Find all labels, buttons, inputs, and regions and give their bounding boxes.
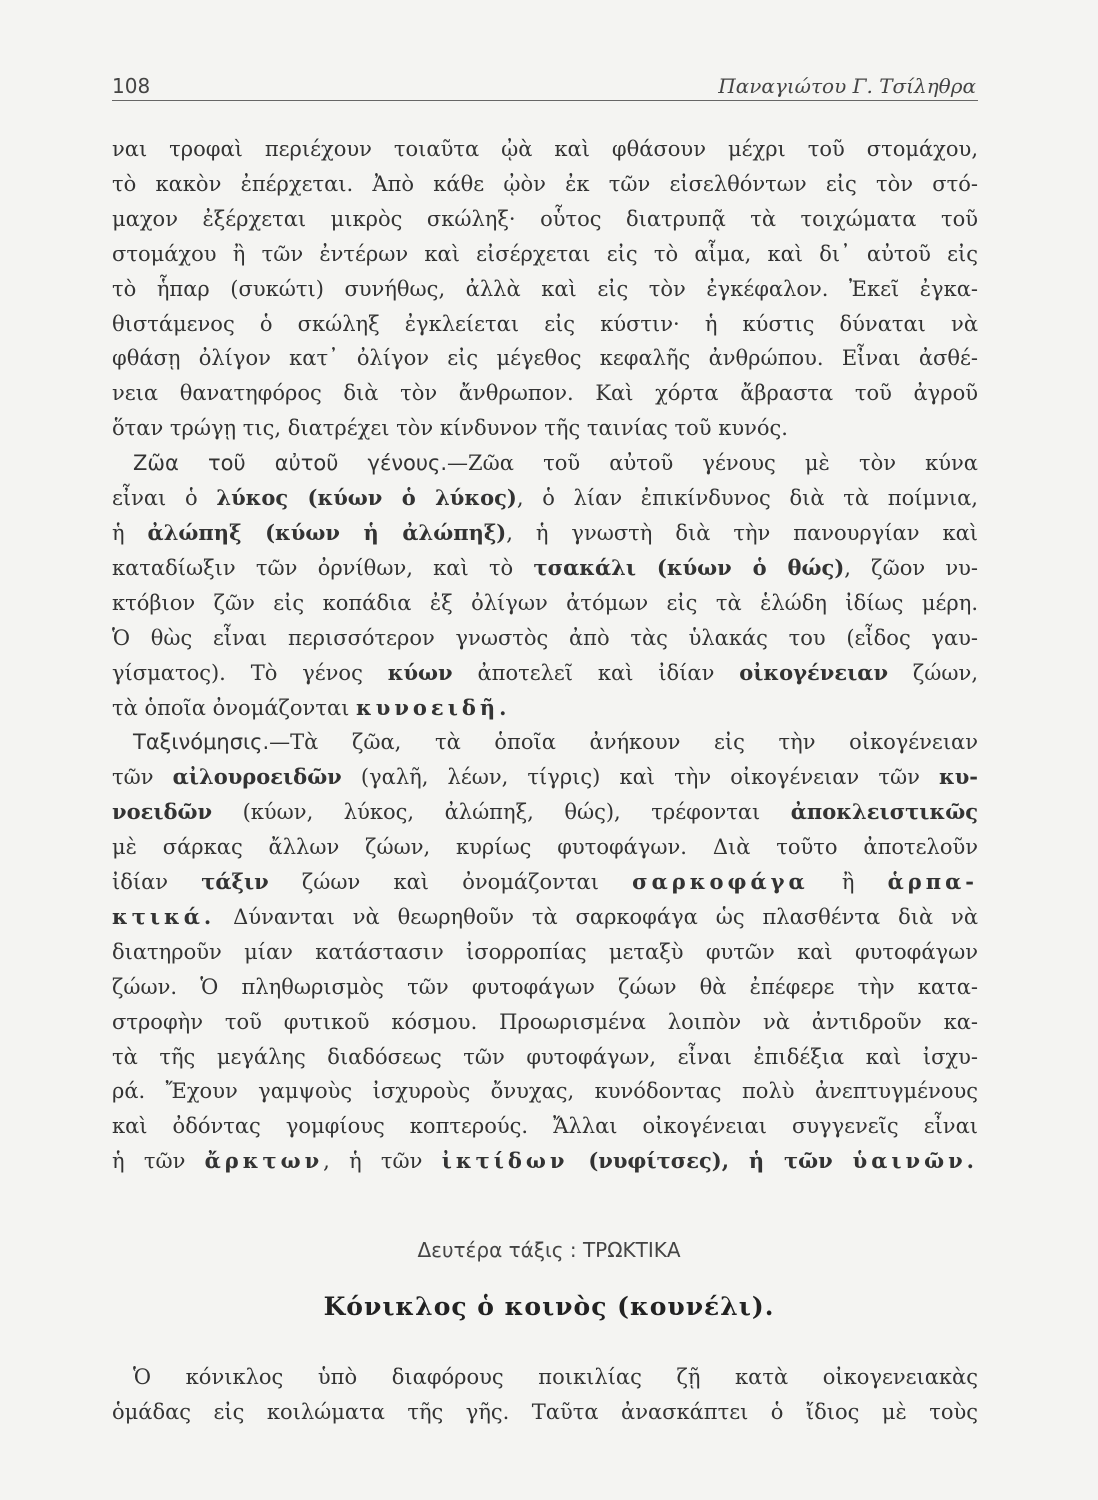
term-kyon: κύων xyxy=(387,659,453,685)
text-line: ἡ ἀλώπηξ (κύων ἡ ἀλώπηξ), ἡ γνωστὴ διὰ τὴν πανουργίαν καὶ xyxy=(112,519,978,545)
term-carnivores: σαρκοφάγα xyxy=(632,869,809,895)
term-canids: κυνοειδῆ. xyxy=(356,694,511,720)
text-line: Ὁ κόνικλος ὑπὸ διαφόρους ποικιλίας ζῇ κατὰ οἰκογενειακὰς xyxy=(133,1365,978,1389)
text-line: ρά. Ἔχουν γαμψοὺς ἰσχυροὺς ὄνυχας, κυνόδοντας πολὺ ἀνεπτυγμένους xyxy=(112,1079,978,1104)
term-order: τάξιν xyxy=(201,869,269,895)
text-line: ζώων. Ὁ πληθωρισμὸς τῶν φυτοφάγων ζώων θὰ ἐπέφερε τὴν κατα- xyxy=(112,974,978,999)
text-line: μαχον ἐξέρχεται μικρὸς σκώληξ· οὗτος διατρυπᾷ τὰ τοιχώματα τοῦ xyxy=(112,206,978,231)
main-text xyxy=(112,132,978,1179)
text-line: εἶναι ὁ λύκος (κύων ὁ λύκος), ὁ λίαν ἐπικίνδυνος διὰ τὰ ποίμνια, xyxy=(112,485,978,511)
chapter-title: Κόνικλος ὁ κοινὸς (κουνέλι). xyxy=(323,1292,775,1321)
text-line: στροφὴν τοῦ φυτικοῦ κόσμου. Προωρισμένα λοιπὸν νὰ ἀντιδροῦν κα- xyxy=(112,1009,978,1034)
term-family: οἰκογένειαν xyxy=(739,659,889,685)
text-line: τῶν αἰλουροειδῶν (γαλῆ, λέων, τίγρις) καὶ τὴν οἰκογένειαν τῶν κυ- xyxy=(112,764,979,790)
text-line: νοειδῶν (κύων, λύκος, ἀλώπηξ, θώς), τρέφονται ἀποκλειστικῶς xyxy=(112,799,978,825)
rabbit-paragraph xyxy=(112,1360,978,1430)
text-line: τὸ κακὸν ἐπέρχεται. Ἀπὸ κάθε ᾠὸν ἐκ τῶν εἰσελθόντων εἰς τὸν στό- xyxy=(112,171,978,196)
text-line: νεια θανατηφόρος διὰ τὸν ἄνθρωπον. Καὶ χόρτα ἄβραστα τοῦ ἀγροῦ xyxy=(112,381,978,406)
paragraph-tapeworm xyxy=(112,132,978,446)
running-head-author: Παναγιώτου Γ. Τσίληθρα xyxy=(718,74,976,98)
text-line: διατηροῦν μίαν κατάστασιν ἰσορροπίας μεταξὺ φυτῶν καὶ φυτοφάγων xyxy=(112,939,978,964)
text-line: τὰ ὁποῖα ὀνομάζονται κυνοειδῆ. xyxy=(112,694,511,720)
term-felids: αἰλουροειδῶν xyxy=(172,764,342,790)
text-line: φθάσῃ ὀλίγον κατ᾿ ὀλίγον εἰς μέγεθος κεφαλῆς ἀνθρώπου. Εἶναι ἀσθέ- xyxy=(112,346,978,371)
text-line: κτόβιον ζῶν εἰς κοπάδια ἐξ ὀλίγων ἀτόμων εἰς τὰ ἑλώδη ἰδίως μέρη. xyxy=(112,590,978,615)
term-fox: ἀλώπηξ (κύων ἡ ἀλώπηξ) xyxy=(147,519,507,545)
term-jackal: τσακάλι (κύων ὁ θώς) xyxy=(533,554,845,580)
text-line: ὁμάδας εἰς κοιλώματα τῆς γῆς. Ταῦτα ἀνασκάπτει ὁ ἴδιος μὲ τοὺς xyxy=(112,1400,978,1424)
section-heading: Ταξινόμησις. xyxy=(133,730,270,755)
term-wolf: λύκος (κύων ὁ λύκος) xyxy=(216,485,517,511)
text-line: ἰδίαν τάξιν ζώων καὶ ὀνομάζονται σαρκοφάγα ἢ ἁρπα- xyxy=(112,869,979,895)
text-line: ἡ τῶν ἄρκτων, ἡ τῶν ἰκτίδων (νυφίτσες), ἡ τῶν ὑαινῶν. xyxy=(112,1148,978,1174)
text-line: Ταξινόμησις.—Τὰ ζῶα, τὰ ὁποῖα ἀνήκουν εἰς τὴν οἰκογένειαν xyxy=(133,730,978,755)
text-line: ὅταν τρώγῃ τις, διατρέχει τὸν κίνδυνον τῆς ταινίας τοῦ κυνός. xyxy=(112,416,788,441)
term-predators: ἁρπα- xyxy=(887,869,979,895)
paragraph-same-genus xyxy=(112,446,978,725)
order-subheading: Δευτέρα τάξις : ΤΡΩΚΤΙΚΑ xyxy=(417,1238,681,1262)
text-line: στομάχου ἢ τῶν ἐντέρων καὶ εἰσέρχεται εἰς τὸ αἷμα, καὶ δι᾿ αὐτοῦ εἰς xyxy=(112,241,978,266)
paragraph-classification xyxy=(112,725,978,1179)
text-line: τὰ τῆς μεγάλης διαδόσεως τῶν φυτοφάγων, εἶναι ἐπιδέξια καὶ ἰσχυ- xyxy=(112,1044,978,1069)
text-line: ναι τροφαὶ περιέχουν τοιαῦτα ᾠὰ καὶ φθάσουν μέχρι τοῦ στομάχου, xyxy=(112,137,978,161)
text-line: καταδίωξιν τῶν ὀρνίθων, καὶ τὸ τσακάλι (κύων ὁ θώς), ζῶον νυ- xyxy=(112,554,978,580)
text-line: γίσματος). Τὸ γένος κύων ἀποτελεῖ καὶ ἰδίαν οἰκογένειαν ζώων, xyxy=(112,659,978,685)
section-heading: Ζῶα τοῦ αὐτοῦ γένους. xyxy=(133,451,448,476)
text-line: θιστάμενος ὁ σκώληξ ἐγκλείεται εἰς κύστιν· ἡ κύστις δύναται νὰ xyxy=(112,311,978,336)
text-line: Ὁ θὼς εἶναι περισσότερον γνωστὸς ἀπὸ τὰς ὑλακάς του (εἶδος γαυ- xyxy=(112,625,978,650)
page-number: 108 xyxy=(112,74,151,98)
text-line: μὲ σάρκας ἄλλων ζώων, κυρίως φυτοφάγων. Διὰ τοῦτο ἀποτελοῦν xyxy=(112,835,978,860)
term-mustelids: ἰκτίδων xyxy=(441,1148,569,1174)
term-hyenas: ὑαινῶν. xyxy=(852,1148,978,1174)
text-line: τὸ ἧπαρ (συκώτι) συνήθως, ἀλλὰ καὶ εἰς τὸν ἐγκέφαλον. Ἐκεῖ ἐγκα- xyxy=(112,276,978,301)
page-header xyxy=(112,66,978,101)
text-line: κτικά. Δύνανται νὰ θεωρηθοῦν τὰ σαρκοφάγα ὡς πλασθέντα διὰ νὰ xyxy=(112,903,978,929)
term-bears: ἄρκτων xyxy=(204,1148,324,1174)
term-exclusively: ἀποκλειστικῶς xyxy=(790,799,978,825)
text-line: Ζῶα τοῦ αὐτοῦ γένους.—Ζῶα τοῦ αὐτοῦ γένους μὲ τὸν κύνα xyxy=(133,451,978,476)
text-line: καὶ ὀδόντας γομφίους κοπτερούς. Ἄλλαι οἰκογένειαι συγγενεῖς εἶναι xyxy=(112,1114,978,1139)
